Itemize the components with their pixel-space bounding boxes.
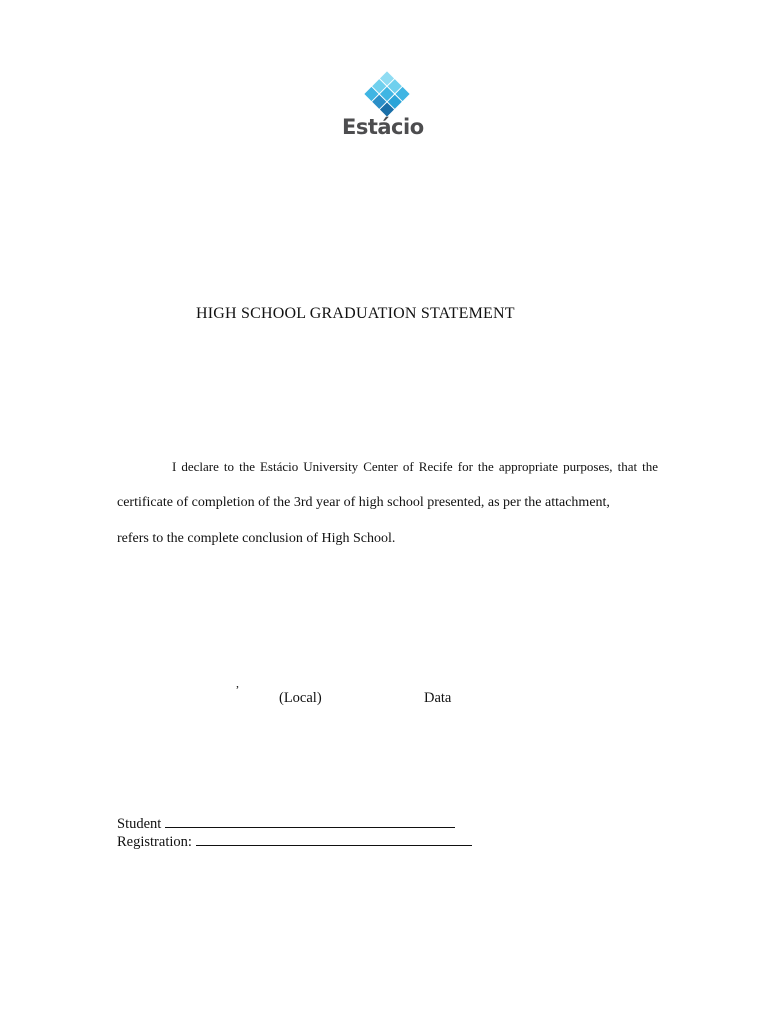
logo-wordmark: Estácio <box>342 115 424 139</box>
registration-row <box>117 833 472 851</box>
student-signature-line <box>165 815 455 828</box>
registration-label: Registration: <box>117 834 192 850</box>
local-label: (Local) <box>279 690 322 706</box>
place-date-comma: , <box>236 676 239 690</box>
diamond-logo-icon <box>362 70 412 118</box>
paragraph-line-1: I declare to the Estácio University Center of Recife for the appropriate purposes, that the <box>172 459 658 474</box>
paragraph-line-2: certificate of completion of the 3rd year of high school presented, as per the attachment, <box>117 495 610 510</box>
paragraph-line-3: refers to the complete conclusion of High School. <box>117 531 396 546</box>
date-label: Data <box>424 690 452 706</box>
document-title: HIGH SCHOOL GRADUATION STATEMENT <box>196 305 515 322</box>
student-signature-row <box>117 815 455 833</box>
registration-line <box>196 833 472 846</box>
estacio-logo <box>340 70 434 142</box>
student-label: Student <box>117 816 162 832</box>
